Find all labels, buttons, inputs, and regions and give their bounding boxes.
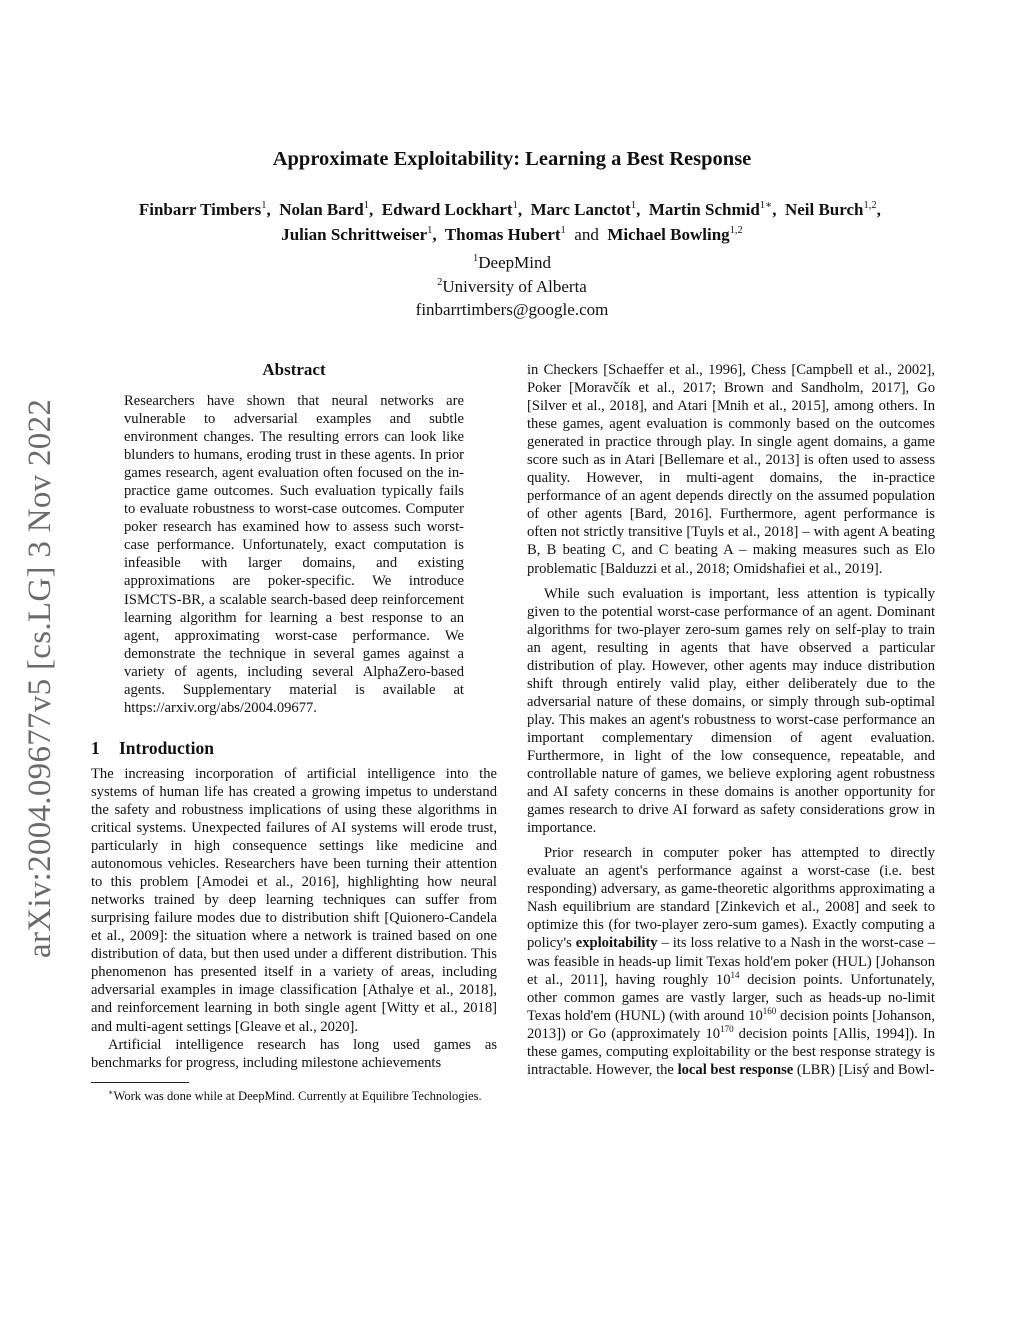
author: Michael Bowling$^{1,2}$ xyxy=(607,225,743,244)
author: Nolan Bard$^1$ xyxy=(279,200,369,219)
arxiv-side-stamp: arXiv:2004.09677v5 [cs.LG] 3 Nov 2022 xyxy=(22,398,58,958)
abstract-heading: Abstract xyxy=(262,360,326,379)
affiliation: $^1$DeepMind xyxy=(473,253,551,272)
affiliations xyxy=(0,251,1024,322)
footnote: ∗Work was done while at DeepMind. Currently at Equilibre Technologies. xyxy=(108,1087,482,1103)
author: Neil Burch$^{1,2}$ xyxy=(784,200,877,219)
author: Marc Lanctot$^1$ xyxy=(530,200,637,219)
term-local-best-response: local best response xyxy=(677,1061,794,1078)
left-column xyxy=(91,358,497,1104)
author-list: Finbarr Timbers$^1$, Nolan Bard$^1$, Edward Lockhart$^1$, Marc Lanctot$^1$, Martin Schmid$^{1∗}$, Neil Burch$^{1,2}$, Julian Schrittweiser$^1$, Thomas Hubert$^1$ and Michael Bowling$^{1,2}$ xyxy=(138,200,886,244)
author: Julian Schrittweiser$^1$ xyxy=(281,225,433,244)
intro-paragraph: The increasing incorporation of artificial intelligence into the systems of human life has created a growing impetus to understand the safety and robustness implications of using these algorithms in critical systems. Unexpected failures of AI systems will erode trust, particularly in high consequence settings like medicine and autonomous vehicles. Researchers have been turning their attention to this problem [Amodei et al., 2016], highlighting how neural networks trained by deep learning techniques can suffer from surprising failure modes due to distribution shift [Quionero-Candela et al., 2009]: the situation where a network is trained based on one distribution of data, but then used under a different distribution. This phenomenon has presented itself in a variety of areas, including adversarial examples in image classification [Athalye et al., 2018], and reinforcement learning in both single agent [Witty et al., 2018] and multi-agent settings [Gleave et al., 2020]. xyxy=(91,765,497,1035)
author-email: finbarrtimbers@google.com xyxy=(415,300,609,319)
affiliation: $^2$University of Alberta xyxy=(437,276,587,296)
author: Finbarr Timbers$^1$ xyxy=(138,200,267,219)
term-exploitability: exploitability xyxy=(575,935,658,952)
right-column xyxy=(527,361,935,1079)
author: Thomas Hubert$^1$ xyxy=(444,225,566,244)
paper-title: Approximate Exploitability: Learning a Best Response xyxy=(272,148,752,170)
footnote-rule xyxy=(91,1082,189,1083)
intro-paragraph: Artificial intelligence research has long used games as benchmarks for progress, including milestone achievements xyxy=(91,1036,497,1071)
author: Martin Schmid$^{1∗}$ xyxy=(648,200,773,219)
body-paragraph: in Checkers [Schaeffer et al., 1996], Chess [Campbell et al., 2002], Poker [Moravčík et al., 2017; Brown and Sandholm, 2017], Go [Silver et al., 2018], and Atari [Mnih et al., 2015], among others. In these games, agent evaluation is commonly based on the outcomes generated in practice through play. In single agent domains, a game score such as in Atari [Bellemare et al., 2013] is often used to assess quality. However, in multi-agent domains, the in-practice performance of an agent depends directly on the assumed population of other agents [Bard, 2016]. Furthermore, agent performance is often not strictly transitive [Tuyls et al., 2018] – with agent A beating B, B beating C, and C beating A – making measures such as Elo problematic [Balduzzi et al., 2018; Omidshafiei et al., 2019]. xyxy=(527,362,935,577)
author: Edward Lockhart$^1$ xyxy=(381,200,518,219)
abstract-text: Researchers have shown that neural networks are vulnerable to adversarial examples and subtle environment changes. The resulting errors can look like blunders to humans, eroding trust in these agents. In prior games research, agent evaluation often focused on the in-practice game outcomes. Such evaluation typically fails to evaluate robustness to worst-case outcomes. Computer poker research has examined how to assess such worst-case performance. Unfortunately, exact computation is infeasible with larger domains, and existing approximations are poker-specific. We introduce ISMCTS-BR, a scalable search-based deep reinforcement learning algorithm for learning a best response to an agent, approximating worst-case performance. We demonstrate the technique in several games against a variety of agents, including several AlphaZero-based agents. Supplementary material is available at https://arxiv.org/abs/2004.09677. xyxy=(124,393,464,716)
body-paragraph: While such evaluation is important, less attention is typically given to the potential worst-case performance of an agent. Dominant algorithms for two-player zero-sum games rely on self-play to train an agent, resulting in agents that have observed a particular distribution of play. However, other agents may induce distribution shift through entirely valid play, either deliberately due to the adversarial nature of these domains, or simply through sub-optimal play. This makes an agent's robustness to worst-case performance an important complementary dimension of agent evaluation. Furthermore, in light of the low consequence, repeatable, and controllable nature of games, we believe exploring agent robustness and AI safety concerns in these domains is another opportunity for games research to drive AI forward as safety considerations grow in importance. xyxy=(527,585,935,837)
body-paragraph: Prior research in computer poker has attempted to directly evaluate an agent's performance against a worst-case (i.e. best responding) adversary, as game-theoretic algorithms approximating a Nash equilibrium are standard [Zinkevich et al., 2008] and seek to optimize this (for two-player zero-sum games). Exactly computing a policy's exploitability – its loss relative to a Nash in the worst-case – was feasible in heads-up limit Texas hold'em poker (HUL) [Johanson et al., 2011], having roughly $10^{14}$ decision points. Unfortunately, other common games are vastly larger, such as heads-up no-limit Texas hold'em (HUNL) (with around $10^{160}$ decision points [Johanson, 2013]) or Go (approximately $10^{170}$ decision points [Allis, 1994]). In these games, computing exploitability or the best response strategy is intractable. However, the local best response (LBR) [Lisý and Bowl- xyxy=(527,845,935,1078)
authors-and: and xyxy=(574,225,599,244)
section-heading-introduction: 1 Introduction xyxy=(91,737,214,758)
